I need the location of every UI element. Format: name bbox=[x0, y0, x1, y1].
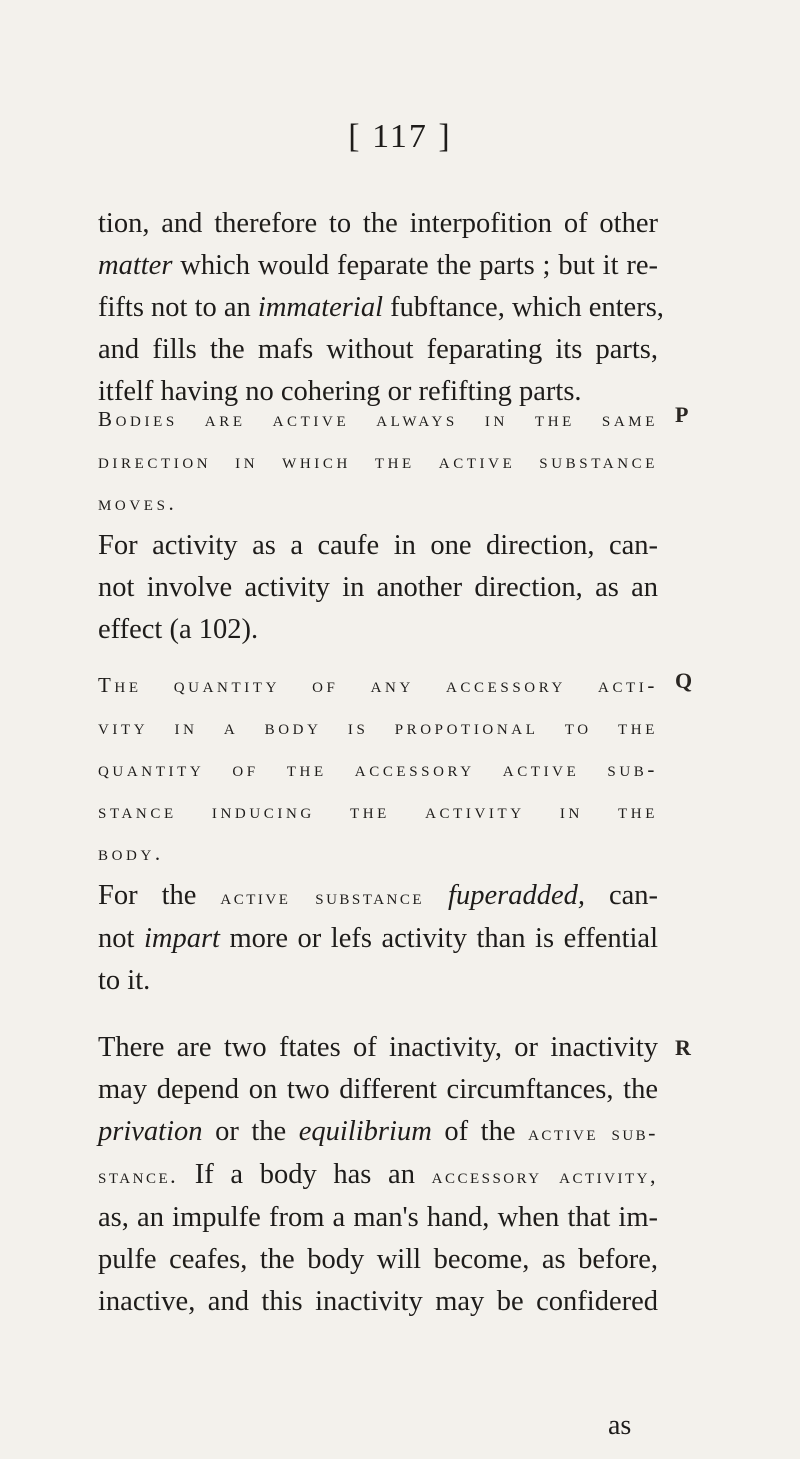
text-line: not impart more or lefs activity than is effential bbox=[98, 923, 658, 954]
heading-line: quantity of the accessory active sub- bbox=[98, 757, 658, 781]
text-line: itfelf having no cohering or refifting parts. bbox=[98, 376, 582, 407]
heading-line: vity in a body is propotional to the bbox=[98, 715, 658, 739]
paragraph-q bbox=[98, 875, 658, 1002]
text-line: pulfe ceafes, the body will become, as before, bbox=[98, 1244, 658, 1275]
margin-letter-q: Q bbox=[675, 668, 693, 693]
text-line: as, an impulfe from a man's hand, when that im- bbox=[98, 1202, 658, 1233]
heading-line: direction in which the active substance bbox=[98, 449, 658, 473]
margin-letter-p: P bbox=[675, 402, 689, 427]
catchword: as bbox=[608, 1410, 632, 1441]
text-line: privation or the equilibrium of the active sub- bbox=[98, 1116, 659, 1147]
heading-q bbox=[98, 664, 658, 874]
paragraph-r bbox=[98, 1027, 658, 1323]
text-line: There are two ftates of inactivity, or inactivity bbox=[98, 1032, 658, 1063]
text-line: and fills the mafs without feparating its parts, bbox=[98, 334, 658, 365]
text-line: For the active substance fuperadded, can- bbox=[98, 880, 658, 911]
text-line: For activity as a caufe in one direction, can- bbox=[98, 530, 658, 561]
text-line: inactive, and this inactivity may be confidered bbox=[98, 1286, 658, 1317]
heading-line: moves. bbox=[98, 491, 178, 515]
text-line: stance. If a body has an accessory activity, bbox=[98, 1159, 658, 1190]
heading-p bbox=[98, 398, 658, 524]
text-line: fifts not to an immaterial fubftance, which enters, bbox=[98, 292, 664, 323]
paragraph-p bbox=[98, 525, 658, 651]
text-line: matter which would feparate the parts ; but it re- bbox=[98, 250, 658, 281]
paragraph-continued bbox=[98, 203, 664, 413]
heading-line: stance inducing the activity in the bbox=[98, 799, 658, 823]
text-line: may depend on two different circumftances, the bbox=[98, 1074, 658, 1105]
heading-line: Bodies are active always in the same bbox=[98, 407, 658, 431]
text-line: not involve activity in another direction, as an bbox=[98, 572, 658, 603]
text-line: effect (a 102). bbox=[98, 614, 259, 645]
text-line: to it. bbox=[98, 965, 151, 996]
heading-line: The quantity of any accessory acti- bbox=[98, 673, 658, 697]
page-number: [ 117 ] bbox=[348, 118, 452, 155]
text-line: tion, and therefore to the interpofition of other bbox=[98, 208, 658, 239]
heading-line: body. bbox=[98, 841, 164, 865]
margin-letter-r: R bbox=[675, 1035, 691, 1060]
